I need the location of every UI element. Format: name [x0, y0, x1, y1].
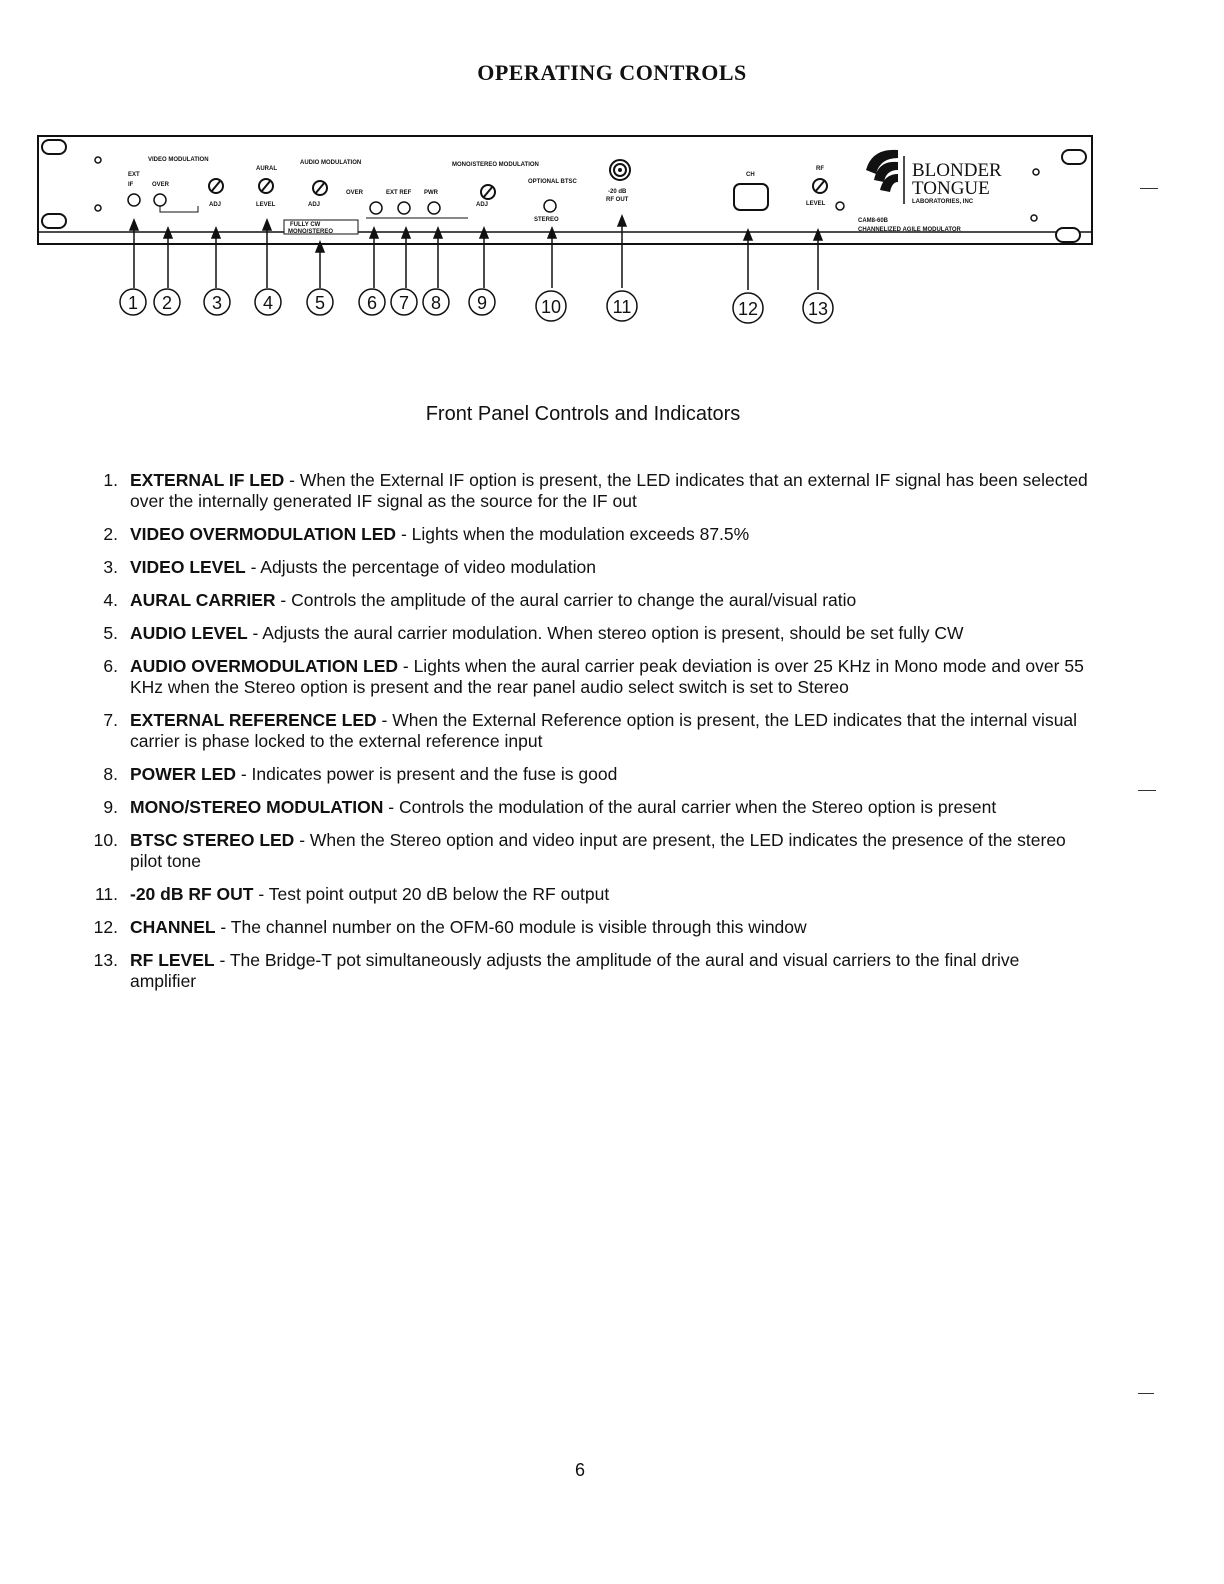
item-label: POWER LED: [130, 764, 236, 784]
list-item: [80, 590, 1090, 611]
label-stereo: STEREO: [534, 217, 559, 223]
list-item: [80, 830, 1090, 872]
label-optional-btsc: OPTIONAL BTSC: [528, 179, 577, 185]
callout-8: 8: [430, 293, 442, 313]
item-text: - When the External IF option is present, the LED indicates that an external IF signal has been selected over the internally generated IF signal as the source for the IF out: [130, 470, 1088, 511]
list-item: [80, 797, 1090, 818]
item-text: - Adjusts the percentage of video modulation: [245, 557, 596, 577]
item-number: 12.: [93, 917, 118, 937]
item-label: AUDIO LEVEL: [130, 623, 248, 643]
label-rf-out: RF OUT: [606, 197, 629, 203]
label-ext-ref: EXT REF: [386, 190, 412, 196]
item-text: - Test point output 20 dB below the RF output: [253, 884, 610, 904]
power-led-icon: [428, 202, 440, 214]
callout-11: 11: [612, 297, 632, 317]
item-number: 7.: [103, 710, 118, 730]
item-text: - Controls the modulation of the aural carrier when the Stereo option is present: [383, 797, 997, 817]
item-label: VIDEO OVERMODULATION LED: [130, 524, 397, 544]
label-adj: ADJ: [476, 202, 489, 208]
label-audio-modulation: AUDIO MODULATION: [300, 160, 362, 166]
item-number: 1.: [103, 470, 118, 490]
margin-mark: [1138, 1393, 1154, 1394]
callout-2: 2: [161, 293, 173, 313]
item-label: EXTERNAL REFERENCE LED: [130, 710, 377, 730]
list-item: [80, 710, 1090, 752]
list-item: [80, 764, 1090, 785]
figure-caption: Front Panel Controls and Indicators: [425, 403, 741, 425]
item-label: -20 dB RF OUT: [130, 884, 254, 904]
label-ext: EXT: [128, 172, 140, 178]
ext-ref-led-icon: [398, 202, 410, 214]
screw-icon: [1031, 215, 1037, 221]
margin-mark: [1138, 790, 1156, 791]
label-adj: ADJ: [308, 202, 321, 208]
item-text: - Lights when the aural carrier peak deviation is over 25 KHz in Mono mode and over 55 KHz when the Stereo option is present and the rear panel audio select switch is set to Stereo: [130, 656, 1084, 697]
item-label: RF LEVEL: [130, 950, 215, 970]
callout-3: 3: [211, 293, 223, 313]
mount-slot-icon: [1062, 150, 1086, 164]
audio-overmod-led-icon: [370, 202, 382, 214]
label-mono-stereo-modulation: MONO/STEREO MODULATION: [452, 162, 539, 168]
item-number: 6.: [103, 656, 118, 676]
callout-9: 9: [476, 293, 488, 313]
front-panel-diagram: [0, 0, 1224, 340]
screw-icon: [95, 157, 101, 163]
screw-icon: [1033, 169, 1039, 175]
list-item: [80, 623, 1090, 644]
item-text: - Controls the amplitude of the aural carrier to change the aural/visual ratio: [275, 590, 857, 610]
rf-level-led-icon: [836, 202, 844, 210]
item-text: - Lights when the modulation exceeds 87.5%: [396, 524, 750, 544]
item-text: - The Bridge-T pot simultaneously adjusts the amplitude of the aural and visual carriers to the final drive amplifier: [130, 950, 1020, 991]
list-item: [80, 950, 1090, 992]
audio-level-pot-icon: [313, 181, 327, 195]
item-text: - When the External Reference option is present, the LED indicates that the internal visual carrier is phase locked to the external reference input: [130, 710, 1078, 751]
page-title: OPERATING CONTROLS: [477, 60, 747, 85]
item-label: VIDEO LEVEL: [130, 557, 246, 577]
item-label: AURAL CARRIER: [130, 590, 276, 610]
model-number: CAM8-60B: [858, 218, 889, 224]
label-rf: RF: [816, 166, 824, 172]
item-label: MONO/STEREO MODULATION: [130, 797, 384, 817]
item-number: 9.: [103, 797, 118, 817]
label-ch: CH: [746, 172, 755, 178]
item-number: 4.: [103, 590, 118, 610]
list-item: [80, 470, 1090, 512]
aural-carrier-pot-icon: [259, 179, 273, 193]
label-rf-out-db: -20 dB: [608, 189, 627, 195]
list-item: [80, 557, 1090, 578]
item-label: EXTERNAL IF LED: [130, 470, 285, 490]
margin-mark: [1140, 188, 1158, 189]
callout-4: 4: [262, 293, 274, 313]
callout-5: 5: [314, 293, 326, 313]
channel-window-icon: [734, 184, 768, 210]
label-level: LEVEL: [806, 201, 826, 207]
callout-12: 12: [737, 299, 759, 319]
blonder-tongue-logo-icon: [866, 150, 904, 204]
callout-7: 7: [398, 293, 410, 313]
btsc-stereo-led-icon: [544, 200, 556, 212]
screw-icon: [95, 205, 101, 211]
item-number: 2.: [103, 524, 118, 544]
list-item: [80, 917, 1090, 938]
callout-6: 6: [366, 293, 378, 313]
callout-13: 13: [807, 299, 829, 319]
label-aural: AURAL: [256, 166, 277, 172]
label-fully-cw: FULLY CW: [290, 222, 321, 228]
rf-out-connector-icon: [610, 160, 630, 180]
list-item: [80, 524, 1090, 545]
item-number: 10.: [93, 830, 118, 850]
model-description: CHANNELIZED AGILE MODULATOR: [858, 227, 961, 233]
list-item: [80, 656, 1090, 698]
item-label: BTSC STEREO LED: [130, 830, 295, 850]
item-text: - The channel number on the OFM-60 module is visible through this window: [215, 917, 807, 937]
item-text: - Adjusts the aural carrier modulation. When stereo option is present, should be set fully CW: [247, 623, 964, 643]
label-mono-stereo: MONO/STEREO: [288, 229, 334, 235]
callout-1: 1: [127, 293, 139, 313]
mount-slot-icon: [1056, 228, 1080, 242]
label-over: OVER: [346, 190, 364, 196]
video-overmod-led-icon: [154, 194, 166, 206]
list-item: [80, 884, 1090, 905]
label-over: OVER: [152, 182, 170, 188]
item-label: AUDIO OVERMODULATION LED: [130, 656, 399, 676]
brand-name-line2: TONGUE: [912, 178, 990, 199]
page-number: 6: [574, 1460, 585, 1480]
item-label: CHANNEL: [130, 917, 216, 937]
label-adj: ADJ: [209, 202, 222, 208]
item-number: 3.: [103, 557, 118, 577]
label-level: LEVEL: [256, 202, 276, 208]
mono-stereo-pot-icon: [481, 185, 495, 199]
video-level-pot-icon: [209, 179, 223, 193]
label-video-modulation: VIDEO MODULATION: [148, 157, 209, 163]
label-pwr: PWR: [424, 190, 438, 196]
item-text: - Indicates power is present and the fuse is good: [235, 764, 618, 784]
label-if: IF: [128, 182, 134, 188]
brand-name-line1: BLONDER: [912, 160, 1002, 181]
item-number: 11.: [94, 884, 118, 904]
item-number: 5.: [103, 623, 118, 643]
callout-10: 10: [540, 297, 562, 317]
controls-list: [80, 470, 1090, 1004]
item-number: 13.: [93, 950, 118, 970]
rf-level-pot-icon: [813, 179, 827, 193]
mount-slot-icon: [42, 140, 66, 154]
mount-slot-icon: [42, 214, 66, 228]
callout-arrows: [130, 216, 822, 290]
brand-name-line3: LABORATORIES, INC: [912, 199, 974, 205]
item-number: 8.: [103, 764, 118, 784]
external-if-led-icon: [128, 194, 140, 206]
item-text: - When the Stereo option and video input are present, the LED indicates the presence of the stereo pilot tone: [130, 830, 1066, 871]
